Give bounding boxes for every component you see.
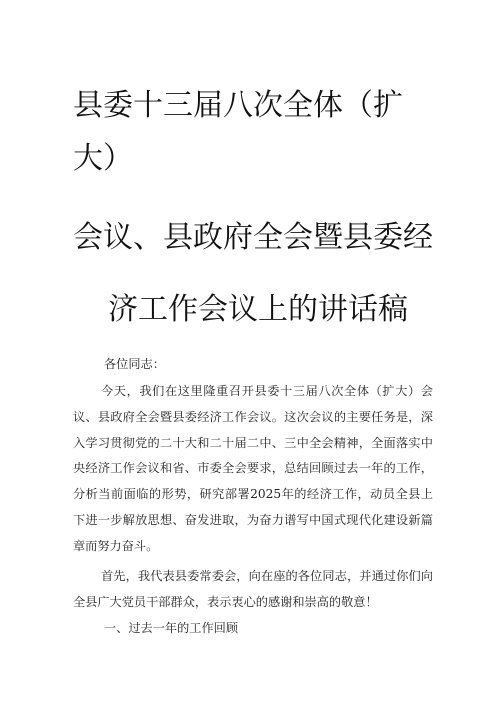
section-heading: 一、过去一年的工作回顾 bbox=[104, 621, 239, 635]
paragraph-thanks: 首先，我代表县委常委会，向在座的各位同志，并通过你们向全县广大党员干部群众，表示衷心的感谢和崇高的敬意！ bbox=[73, 569, 433, 609]
title-line-3: 会议、县政府全会暨县委经 bbox=[73, 220, 433, 255]
title-line-4: 济工作会议上的讲话稿 bbox=[108, 292, 408, 327]
title-line-2: 大） bbox=[73, 141, 133, 176]
salutation: 各位同志： bbox=[104, 357, 165, 371]
paragraph-opening: 今天，我们在这里隆重召开县委十三届八次全体（扩大）会议、县政府全会暨县委经济工作会议。这次会议的主要任务是，深入学习贯彻党的二十大和二十届二中、三中全会精神，全面落实中央经济工作会议和省、市委全会要求，总结回顾过去一年的工作，分析当前面临的形势，研究部署2025年的经济工作，动员全县上下进一步解放思想、奋发进取，为奋力谱写中国式现代化建设新篇章而努力奋斗。 bbox=[73, 384, 433, 553]
title-line-1: 县委十三届八次全体（扩 bbox=[73, 88, 403, 123]
